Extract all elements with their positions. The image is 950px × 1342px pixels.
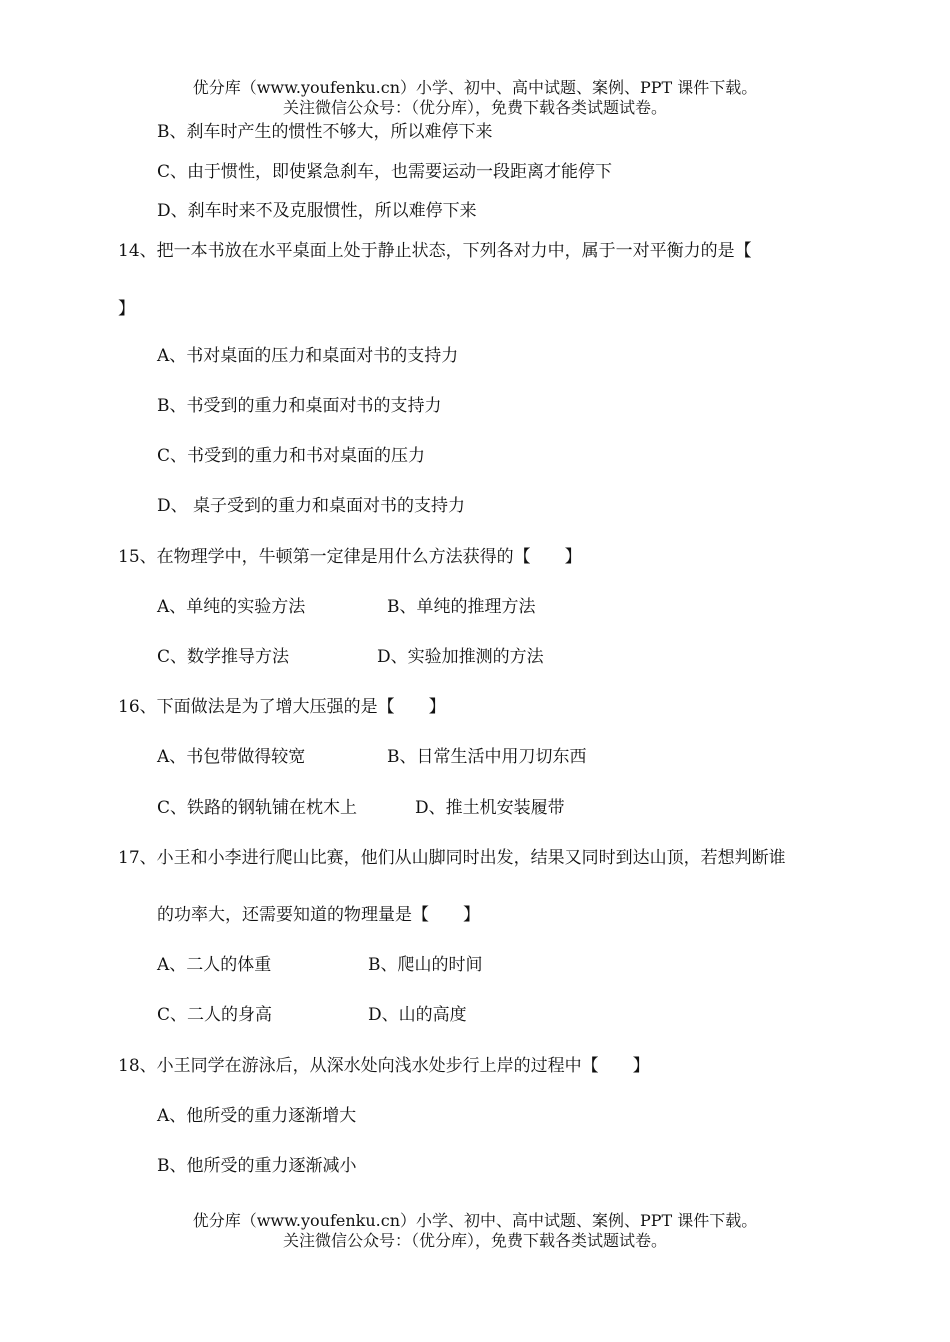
q15-option-b: B、单纯的推理方法 bbox=[387, 597, 536, 617]
q18-option-b: B、他所受的重力逐渐减小 bbox=[157, 1156, 357, 1176]
q14-option-b: B、书受到的重力和桌面对书的支持力 bbox=[157, 396, 442, 416]
q17-option-b: B、爬山的时间 bbox=[368, 955, 483, 975]
q15-stem: 15、在物理学中，牛顿第一定律是用什么方法获得的【 】 bbox=[118, 547, 582, 567]
q16-option-a: A、书包带做得较宽 bbox=[157, 747, 306, 767]
q16-option-c: C、铁路的钢轨铺在枕木上 bbox=[157, 798, 358, 818]
footer-line-1: 优分库（www.youfenku.cn）小学、初中、高中试题、案例、PPT 课件下载。 bbox=[192, 1211, 758, 1230]
q13-option-d: D、刹车时来不及克服惯性，所以难停下来 bbox=[157, 201, 477, 221]
q14-option-c: C、书受到的重力和书对桌面的压力 bbox=[157, 446, 426, 466]
q16-stem: 16、下面做法是为了增大压强的是【 】 bbox=[118, 697, 446, 717]
q17-option-d: D、山的高度 bbox=[368, 1005, 467, 1025]
q17-option-a: A、二人的体重 bbox=[157, 955, 272, 975]
q16-option-d: D、推土机安装履带 bbox=[415, 798, 565, 818]
q16-option-b: B、日常生活中用刀切东西 bbox=[387, 747, 587, 767]
q14-option-a: A、书对桌面的压力和桌面对书的支持力 bbox=[157, 346, 459, 366]
footer-line-2: 关注微信公众号：（优分库），免费下载各类试题试卷。 bbox=[282, 1231, 667, 1250]
q15-option-a: A、单纯的实验方法 bbox=[157, 597, 306, 617]
q15-option-d: D、实验加推测的方法 bbox=[377, 647, 544, 667]
q14-stem: 14、把一本书放在水平桌面上处于静止状态，下列各对力中，属于一对平衡力的是【 bbox=[118, 241, 752, 261]
q14-stem-end: 】 bbox=[118, 299, 135, 319]
q13-option-b: B、刹车时产生的惯性不够大，所以难停下来 bbox=[157, 122, 493, 142]
q17-option-c: C、二人的身高 bbox=[157, 1005, 273, 1025]
q18-option-a: A、他所受的重力逐渐增大 bbox=[157, 1106, 357, 1126]
header-line-2: 关注微信公众号：（优分库），免费下载各类试题试卷。 bbox=[282, 98, 667, 117]
q13-option-c: C、由于惯性，即使紧急刹车，也需要运动一段距离才能停下 bbox=[157, 162, 613, 182]
q17-stem: 17、小王和小李进行爬山比赛，他们从山脚同时出发，结果又同时到达山顶，若想判断谁 bbox=[118, 848, 786, 868]
page-footer bbox=[0, 1211, 950, 1251]
q15-option-c: C、数学推导方法 bbox=[157, 647, 290, 667]
q14-option-d: D、 桌子受到的重力和桌面对书的支持力 bbox=[157, 496, 466, 516]
q18-stem: 18、小王同学在游泳后，从深水处向浅水处步行上岸的过程中【 】 bbox=[118, 1056, 650, 1076]
q17-stem-line-2: 的功率大，还需要知道的物理量是【 】 bbox=[157, 905, 480, 925]
page-header bbox=[0, 78, 950, 118]
header-line-1: 优分库（www.youfenku.cn）小学、初中、高中试题、案例、PPT 课件下载。 bbox=[192, 78, 758, 97]
